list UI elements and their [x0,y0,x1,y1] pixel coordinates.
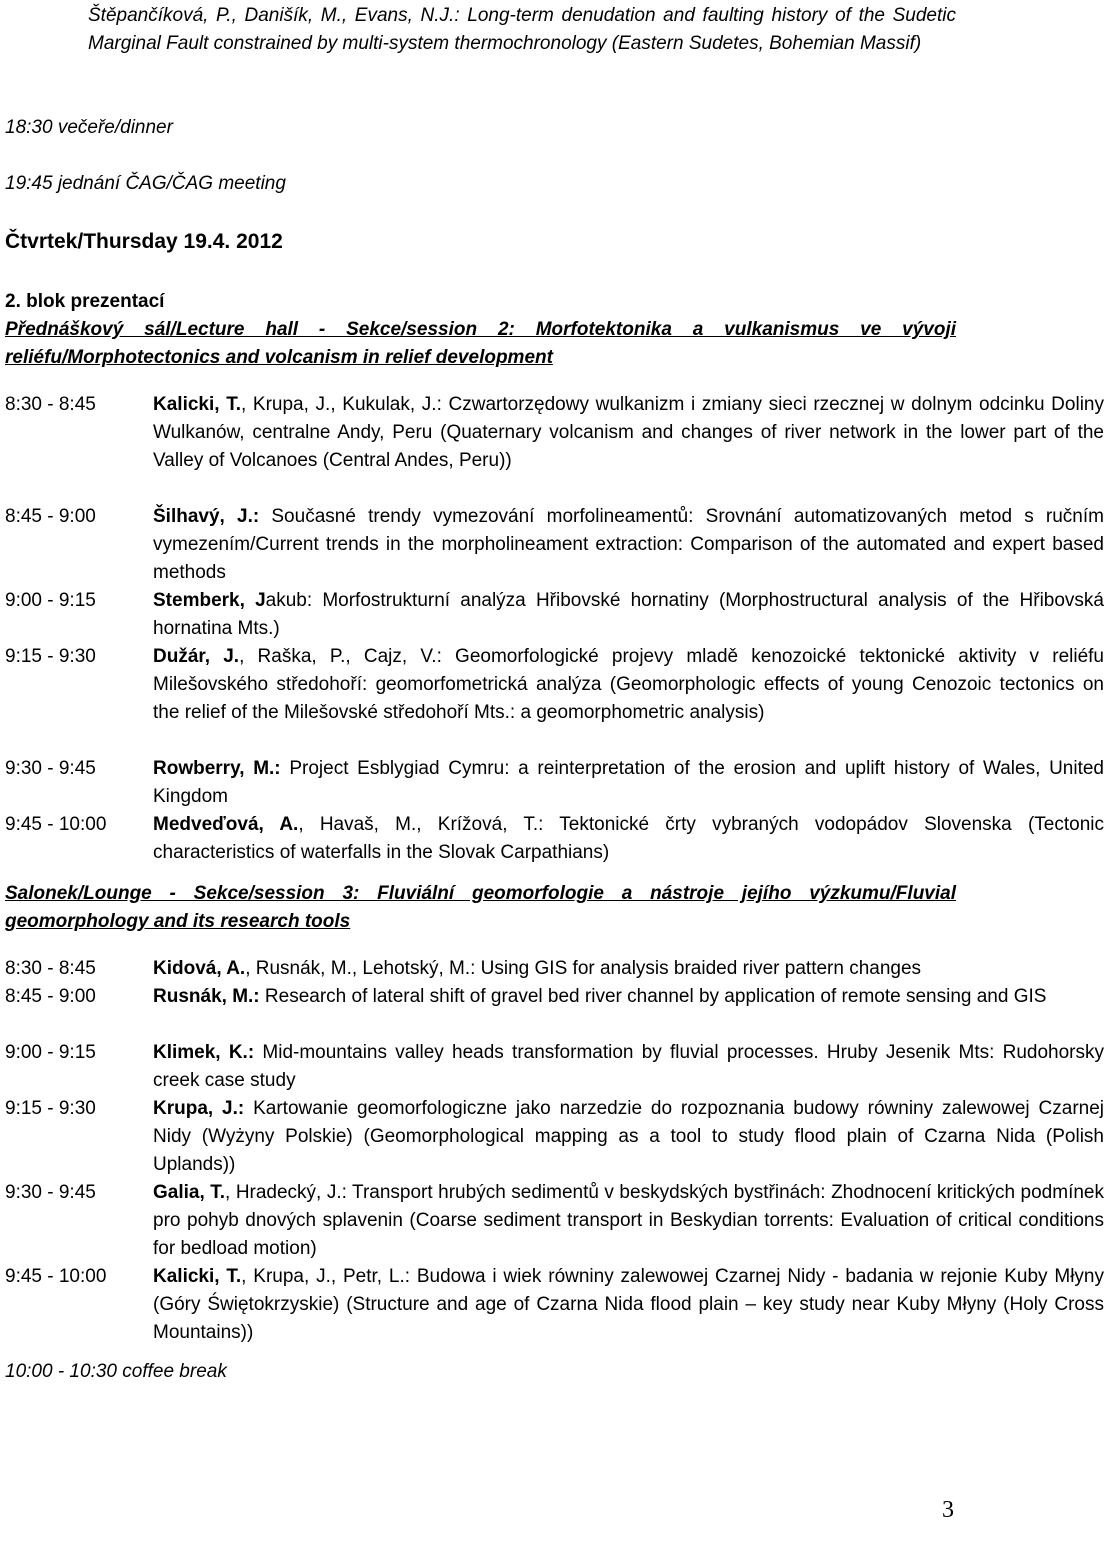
meeting-line: 19:45 jednání ČAG/ČAG meeting [5,173,286,194]
entry-presenter: Stemberk, J [153,590,266,611]
entry-text: , Raška, P., Cajz, V.: Geomorfologické projevy mladě kenozoické tektonické aktivity v reliéfu Milešovského středohoří: geomorfometrická analýza (Geomorphologic effects of young Cenozoic tectonics on the relief of the Milešovské středohoří Mts.: a geomorphometric analysis) [153,646,1104,723]
block-title: 2. blok prezentací [5,291,165,312]
entry-time: 9:00 - 9:15 [5,590,96,611]
schedule-entry [5,983,1104,1011]
schedule-entry [5,811,1104,867]
entry-time: 8:30 - 8:45 [5,958,96,979]
entry-time: 8:45 - 9:00 [5,986,96,1007]
entry-presenter: Krupa, J.: [153,1098,245,1119]
schedule-entry [5,503,1104,587]
entry-text: Současné trendy vymezování morfolineamentů: Srovnání automatizovaných metod s ručním vymezením/Current trends in the morpholineament extraction: Comparison of the automated and expert based methods [153,506,1104,583]
entry-time: 9:45 - 10:00 [5,1266,107,1287]
session3-title: Salonek/Lounge - Sekce/session 3: Fluviální geomorfologie a nástroje jejího výzkumu/Fluvial geomorphology and its research tools [5,883,956,932]
entry-presenter: Dužár, J. [153,646,240,667]
dinner-line: 18:30 večeře/dinner [5,117,173,138]
entry-presenter: Rowberry, M.: [153,758,281,779]
entry-text: , Krupa, J., Petr, L.: Budowa i wiek równiny zalewowej Czarnej Nidy - badania w rejonie Kuby Młyny (Góry Świętokrzyskie) (Structure and age of Czarna Nida flood plain – key study near Kuby Młyny (Holy Cross Mountains)) [153,1266,1104,1343]
entry-text: , Havaš, M., Krížová, T.: Tektonické črty vybraných vodopádov Slovenska (Tectonic characteristics of waterfalls in the Slovak Carpathians) [153,814,1104,863]
schedule-entry [5,1039,1104,1095]
schedule-entry [5,587,1104,643]
schedule-entry [5,1179,1104,1263]
entry-text: , Rusnák, M., Lehotský, M.: Using GIS for analysis braided river pattern changes [245,958,922,979]
schedule-entry [5,391,1104,475]
entry-presenter: Rusnák, M.: [153,986,260,1007]
schedule-entry [5,1095,1104,1179]
entry-text: Kartowanie geomorfologiczne jako narzedzie do rozpoznania budowy równiny zalewowej Czarnej Nidy (Wyżyny Polskie) (Geomorphological mapping as a tool to study flood plain of Czarna Nida (Polish Uplands)) [153,1098,1104,1175]
page-number: 3 [942,1497,954,1523]
entry-time: 8:45 - 9:00 [5,506,96,527]
entry-text: Mid-mountains valley heads transformation by fluvial processes. Hruby Jesenik Mts: Rudohorsky creek case study [153,1042,1104,1091]
previous-entry-continuation [88,2,956,58]
schedule-entry [5,643,1104,727]
schedule-entry [5,755,1104,811]
session2-title: Přednáškový sál/Lecture hall - Sekce/session 2: Morfotektonika a vulkanismus ve vývoji reliéfu/Morphotectonics and volcanism in relief development [5,319,956,368]
entry-text: akub: Morfostrukturní analýza Hřibovské hornatiny (Morphostructural analysis of the Hřibovská hornatina Mts.) [153,590,1104,639]
schedule-entry [5,1263,1104,1347]
entry-text: Project Esblygiad Cymru: a reinterpretation of the erosion and uplift history of Wales, United Kingdom [153,758,1104,807]
coffee-break: 10:00 - 10:30 coffee break [5,1361,227,1382]
entry-presenter: Medveďová, A. [153,814,299,835]
entry-time: 9:15 - 9:30 [5,1098,96,1119]
entry-presenter: Klimek, K.: [153,1042,255,1063]
entry-time: 9:30 - 9:45 [5,758,96,779]
entry-presenter: Kalicki, T. [153,1266,242,1287]
entry-presenter: Kidová, A. [153,958,246,979]
schedule-entry [5,955,1104,983]
entry-time: 9:30 - 9:45 [5,1182,96,1203]
entry-text: , Hradecký, J.: Transport hrubých sedimentů v beskydských bystřinách: Zhodnocení kritických podmínek pro pohyb dnových splavenin (Coarse sediment transport in Beskydian torrents: Evaluation of critical conditions for bedload motion) [153,1182,1104,1259]
prev-authors: Štěpančíková, P., Danišík, M., Evans, N.J. [88,5,455,26]
entry-text: Research of lateral shift of gravel bed river channel by application of remote sensing and GIS [259,986,1047,1007]
entry-time: 9:45 - 10:00 [5,814,107,835]
entry-presenter: Šilhavý, J.: [153,506,260,527]
entry-time: 9:00 - 9:15 [5,1042,96,1063]
prev-title: : Long-term denudation and faulting history of the Sudetic Marginal Fault constrained by multi-system thermochronology (Eastern Sudetes, Bohemian Massif) [88,5,956,54]
entry-presenter: Galia, T. [153,1182,226,1203]
entry-time: 8:30 - 8:45 [5,394,96,415]
entry-time: 9:15 - 9:30 [5,646,96,667]
day-heading: Čtvrtek/Thursday 19.4. 2012 [5,230,283,253]
entry-presenter: Kalicki, T. [153,394,241,415]
entry-text: , Krupa, J., Kukulak, J.: Czwartorzędowy wulkanizm i zmiany sieci rzecznej w dolnym odcinku Doliny Wulkanów, centralne Andy, Peru (Quaternary volcanism and changes of river network in the lower part of the Valley of Volcanoes (Central Andes, Peru)) [153,394,1104,471]
